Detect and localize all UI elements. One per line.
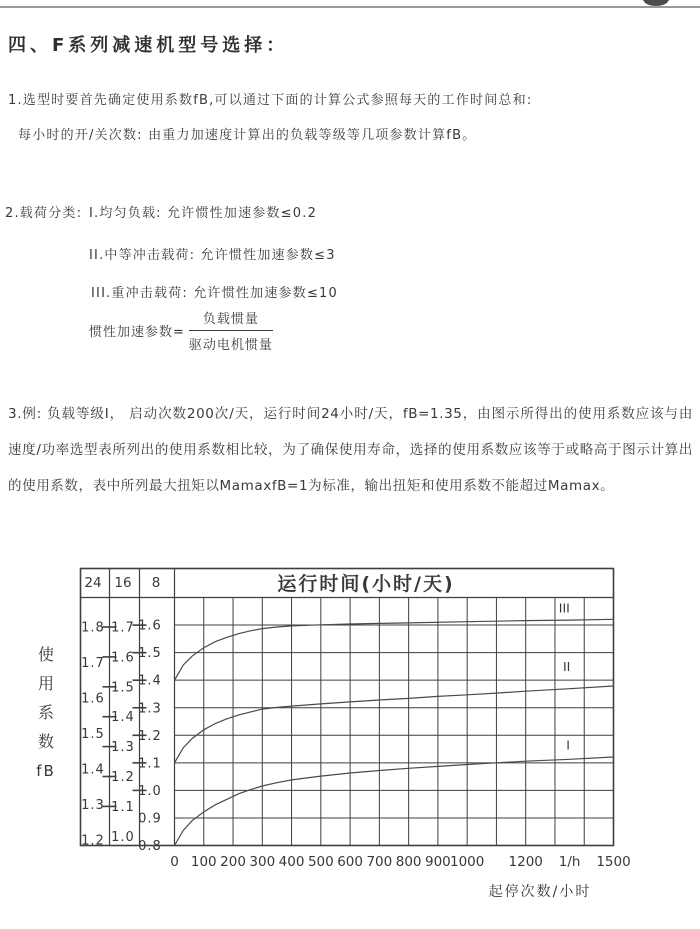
x-tick-0: 0 bbox=[170, 854, 179, 870]
formula-denominator: 驱动电机惯量 bbox=[188, 338, 273, 353]
chart-x-axis bbox=[170, 854, 630, 900]
scale-16-label: 1.3 bbox=[111, 740, 135, 756]
chart-grid bbox=[175, 598, 614, 846]
formula-lhs: 惯性加速参数= bbox=[89, 325, 185, 340]
scale-16-label: 1.6 bbox=[111, 650, 135, 666]
x-tick-300: 300 bbox=[249, 854, 276, 870]
x-tick-400: 400 bbox=[278, 854, 305, 870]
scale-8-label: 1.5 bbox=[138, 646, 162, 662]
y-axis-title-char: 用 bbox=[37, 674, 55, 693]
section1-line2: 每小时的开/关次数: 由重力加速度计算出的负载等级等几项参数计算fB。 bbox=[18, 128, 477, 143]
curve-I bbox=[175, 757, 614, 846]
column-header-24: 24 bbox=[84, 575, 102, 591]
chart-y-scales bbox=[81, 619, 162, 854]
scale-16-label: 1.4 bbox=[111, 710, 135, 726]
y-axis-title-char: 系 bbox=[37, 703, 55, 722]
scale-24-label: 1.5 bbox=[81, 727, 105, 742]
column-header-8: 8 bbox=[151, 575, 161, 591]
scale-8-label: 1.3 bbox=[138, 701, 162, 717]
x-tick-500: 500 bbox=[307, 854, 334, 870]
chart-curves bbox=[175, 601, 614, 846]
chart-y-axis-title bbox=[36, 645, 56, 780]
section2-label: 2.载荷分类: bbox=[5, 206, 83, 221]
scale-24-label: 1.4 bbox=[81, 762, 105, 778]
curve-III bbox=[175, 619, 614, 680]
scale-16-label: 1.1 bbox=[111, 799, 135, 815]
scale-8-label: 1.6 bbox=[138, 618, 162, 634]
load-class-item-1: I.均匀负载: 允许惯性加速参数≤0.2 bbox=[89, 206, 318, 221]
load-class-item-2: II.中等冲击载荷: 允许惯性加速参数≤3 bbox=[89, 248, 336, 263]
x-tick-700: 700 bbox=[366, 854, 393, 870]
scale-8-label: 1.1 bbox=[138, 756, 162, 772]
y-axis-title-char: 数 bbox=[37, 732, 55, 751]
scale-8-label: 1.2 bbox=[138, 728, 162, 744]
scale-24-label: 1.8 bbox=[81, 620, 105, 636]
scale-8-label: 0.9 bbox=[138, 811, 162, 827]
scale-8-label: 0.8 bbox=[138, 839, 162, 854]
scale-16-label: 1.2 bbox=[111, 770, 135, 785]
x-tick-1/h: 1/h bbox=[558, 854, 581, 870]
y-axis-title-char: 使 bbox=[37, 645, 55, 664]
scale-16-label: 1.5 bbox=[111, 680, 135, 696]
x-axis-title: 起停次数/小时 bbox=[488, 884, 592, 900]
x-tick-200: 200 bbox=[220, 854, 246, 870]
scale-24-label: 1.3 bbox=[81, 798, 105, 813]
scale-24-label: 1.6 bbox=[81, 691, 105, 707]
section3-example: 3.例: 负载等级I， 启动次数200次/天，运行时间24小时/天，fB=1.35，由图示所得出的使用系数应该与由速度/功率选型表所列出的使用系数相比较，为了确保使用寿命，选择的使用系数应该等于或略高于图示计算出的使用系数，表中所列最大扭矩以MamaxfB=1为标准，输出扭矩和使用系数不能超过Mamax。 bbox=[8, 406, 693, 494]
scale-16-label: 1.7 bbox=[111, 620, 135, 636]
load-class-item-3: III.重冲击载荷: 允许惯性加速参数≤10 bbox=[91, 286, 338, 301]
x-tick-900: 900 bbox=[425, 854, 451, 870]
page-title: 四、F系列减速机型号选择： bbox=[8, 35, 289, 56]
chart-title: 运行时间(小时/天) bbox=[277, 573, 455, 595]
curve-label-I: I bbox=[566, 737, 570, 753]
y-axis-title-sub: fB bbox=[36, 762, 56, 780]
x-tick-1200: 1200 bbox=[508, 854, 543, 870]
curve-label-II: II bbox=[562, 659, 571, 675]
x-tick-100: 100 bbox=[190, 854, 217, 870]
x-tick-1500: 1500 bbox=[596, 854, 631, 870]
curve-label-III: III bbox=[558, 600, 570, 616]
scale-24-label: 1.7 bbox=[81, 656, 105, 671]
column-header-16: 16 bbox=[114, 575, 132, 591]
formula-numerator: 负载惯量 bbox=[189, 308, 273, 331]
x-tick-600: 600 bbox=[337, 854, 363, 870]
scale-16-label: 1.0 bbox=[111, 829, 135, 845]
scale-8-label: 1.4 bbox=[138, 673, 162, 689]
curve-II bbox=[175, 686, 614, 763]
x-tick-800: 800 bbox=[395, 854, 422, 870]
x-tick-1000: 1000 bbox=[449, 854, 485, 870]
scale-8-label: 1.0 bbox=[138, 783, 162, 799]
section1-line1: 1.选型时要首先确定使用系数fB,可以通过下面的计算公式参照每天的工作时间总和: bbox=[8, 93, 533, 108]
scale-24-label: 1.2 bbox=[81, 833, 105, 849]
